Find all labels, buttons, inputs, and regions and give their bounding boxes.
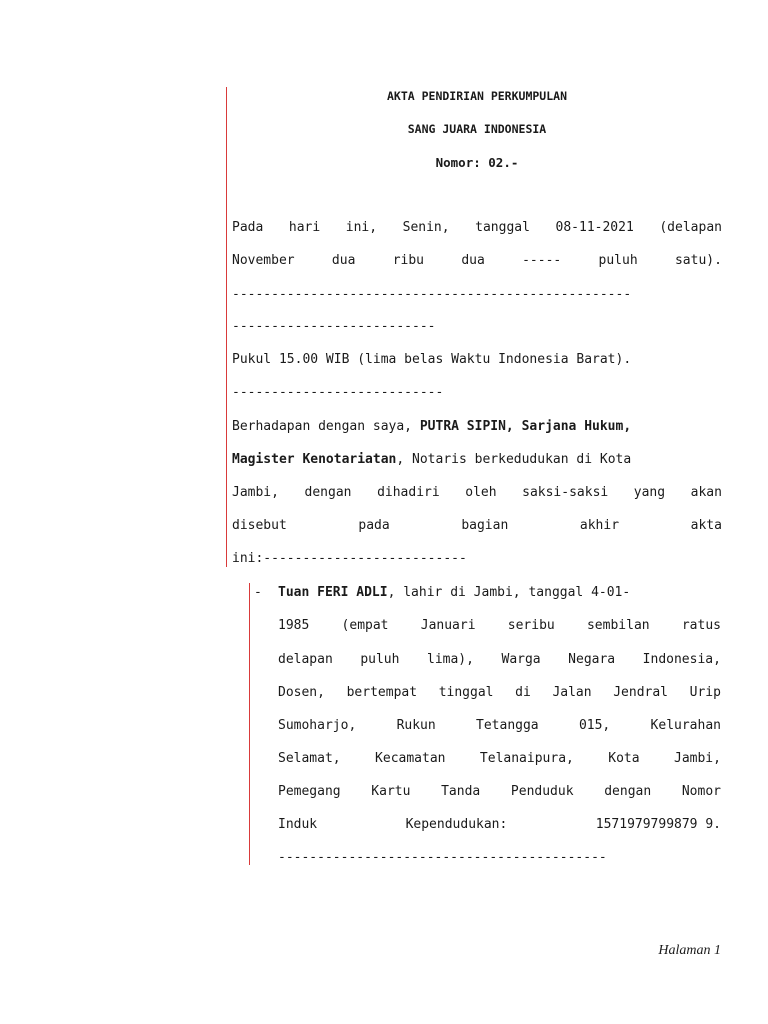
word: oleh: [465, 485, 497, 500]
person-name: Tuan FERI ADLI: [278, 585, 388, 600]
word: disebut: [232, 518, 287, 533]
word: Kartu: [371, 784, 411, 799]
paragraph-3-line-4: [232, 518, 722, 534]
margin-line-main: [226, 87, 227, 567]
deed-number: Nomor: 02.-: [435, 155, 519, 170]
paragraph-3-line-2-rest: , Notaris berkedudukan di Kota: [396, 452, 632, 467]
word: dengan: [604, 784, 652, 799]
paragraph-3-line-3: [232, 485, 722, 501]
word: Rukun: [396, 718, 436, 733]
paragraph-2-line-2: ---------------------------: [232, 385, 444, 400]
word: Dosen,: [278, 685, 325, 700]
word: Urip: [689, 685, 721, 700]
organization-name: SANG JUARA INDONESIA: [407, 122, 547, 136]
item-1-line-2: [278, 618, 721, 634]
item-1-line-1-rest: , lahir di Jambi, tanggal 4-01-: [387, 585, 631, 600]
word: hari: [288, 220, 321, 235]
word: pada: [358, 518, 390, 533]
list-item-dash: -: [254, 585, 262, 600]
margin-line-item: [249, 583, 250, 865]
word: dua: [461, 253, 485, 268]
word: Induk: [278, 817, 318, 832]
word: Jambi,: [674, 751, 721, 766]
notary-title: Magister Kenotariatan: [232, 452, 397, 467]
paragraph-1-line-2: [232, 253, 722, 269]
word: bagian: [461, 518, 509, 533]
word: akhir: [579, 518, 620, 533]
word: Pada: [232, 220, 264, 235]
word: 015,: [578, 718, 611, 733]
word: Warga: [501, 652, 541, 667]
word: dengan: [304, 485, 352, 500]
word: 08-11-2021: [555, 220, 634, 235]
item-1-line-5: [278, 718, 721, 734]
word: puluh: [598, 253, 638, 268]
word: Jalan: [552, 685, 592, 700]
item-1-line-4: [278, 685, 721, 701]
word: yang: [633, 485, 666, 500]
item-1-line-7: [278, 784, 721, 800]
word: Kota: [608, 751, 640, 766]
word: (empat: [341, 618, 389, 633]
word: Selamat,: [278, 751, 341, 766]
paragraph-2-line-1: Pukul 15.00 WIB (lima belas Waktu Indonesia Barat).: [232, 352, 632, 367]
word: Jendral: [613, 685, 669, 700]
word: saksi-saksi: [522, 485, 609, 500]
word: Jambi,: [232, 485, 279, 500]
word: Telanaipura,: [479, 751, 574, 766]
word: November: [232, 253, 295, 268]
item-1-line-8: [278, 817, 721, 833]
word: Sumoharjo,: [278, 718, 357, 733]
page-number: Halaman 1: [658, 943, 721, 958]
item-1-line-9: ------------------------------------------: [278, 850, 607, 865]
word: 1985: [278, 618, 310, 633]
paragraph-3-line-5: ini:--------------------------: [232, 551, 467, 566]
word: tanggal: [475, 220, 530, 235]
word: delapan: [278, 652, 333, 667]
paragraph-3-line-2: [232, 452, 722, 468]
word: Tetangga: [476, 718, 539, 733]
word: akan: [690, 485, 722, 500]
paragraph-1-line-4: --------------------------: [232, 319, 436, 334]
word: dua: [331, 253, 356, 268]
word: akta: [690, 518, 722, 533]
word: (delapan: [659, 220, 722, 235]
word: Indonesia,: [642, 652, 721, 667]
word: bertempat: [346, 685, 418, 700]
word: Kelurahan: [650, 718, 721, 733]
word: ribu: [392, 253, 425, 268]
word: 1571979799879 9.: [595, 817, 721, 832]
word: -----: [522, 253, 562, 268]
word: Tanda: [441, 784, 481, 799]
notary-name: PUTRA SIPIN, Sarjana Hukum,: [419, 419, 632, 434]
word: Senin,: [402, 220, 450, 235]
word: dihadiri: [377, 485, 440, 500]
paragraph-3-prefix: Berhadapan dengan saya,: [232, 419, 420, 434]
word: Penduduk: [510, 784, 574, 799]
document-title: AKTA PENDIRIAN PERKUMPULAN: [386, 89, 567, 103]
item-1-line-3: [278, 652, 721, 668]
item-1-line-6: [278, 751, 721, 767]
word: sembilan: [586, 618, 650, 633]
word: Kecamatan: [375, 751, 446, 766]
word: Kependudukan:: [405, 817, 508, 832]
word: seribu: [507, 618, 555, 633]
word: Negara: [568, 652, 616, 667]
word: tinggal: [438, 685, 494, 700]
word: ratus: [681, 618, 721, 633]
paragraph-1-line-1: [232, 220, 722, 236]
paragraph-1-line-3: ---------------------------------------------------: [232, 287, 632, 302]
word: puluh: [360, 652, 400, 667]
word: ini,: [345, 220, 378, 235]
word: lima),: [427, 652, 474, 667]
word: Nomor: [681, 784, 721, 799]
word: Januari: [420, 618, 476, 633]
word: Pemegang: [278, 784, 341, 799]
word: di: [515, 685, 531, 700]
word: satu).: [674, 253, 722, 268]
paragraph-3-line-1: [232, 419, 722, 435]
item-1-line-1: [278, 585, 721, 601]
